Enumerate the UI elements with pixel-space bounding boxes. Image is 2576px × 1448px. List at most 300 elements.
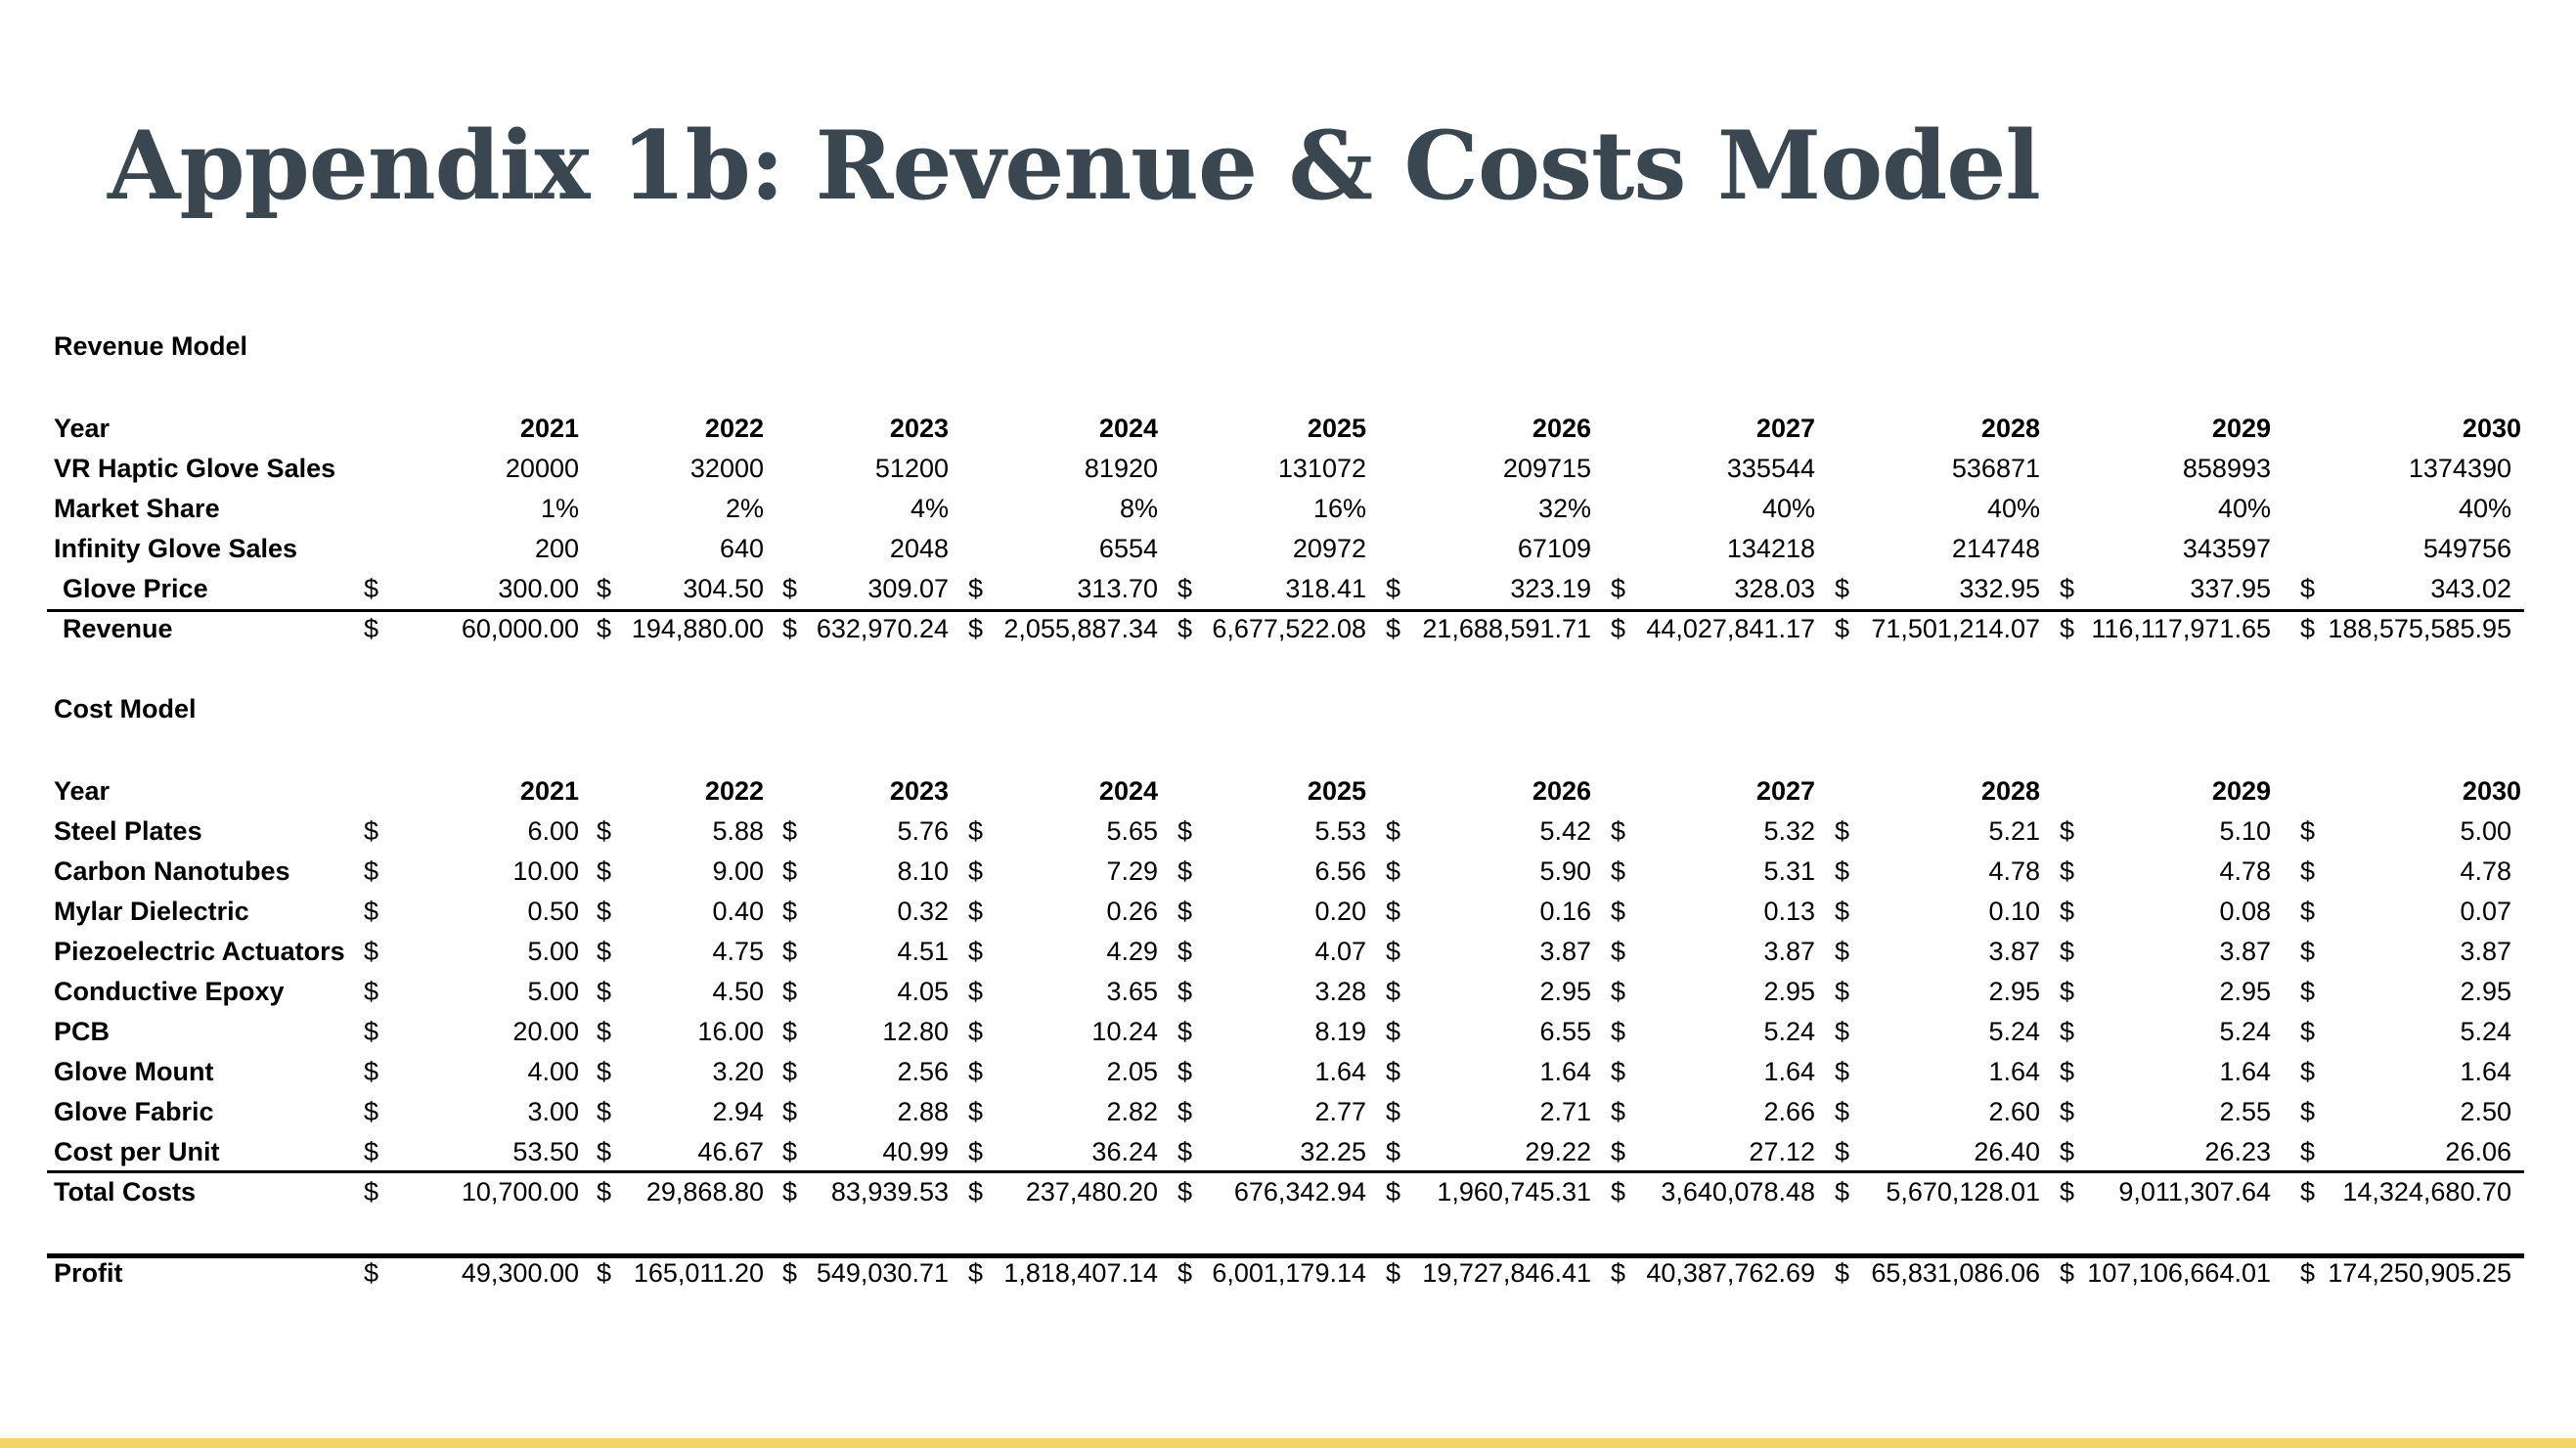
currency-symbol: $ <box>2060 1097 2075 1126</box>
row-label: Glove Mount <box>54 1057 214 1086</box>
currency-symbol: $ <box>597 856 612 886</box>
currency-symbol: $ <box>2300 1137 2316 1166</box>
value-cell: 5.24 <box>2460 1017 2511 1046</box>
value-cell: 32000 <box>689 454 764 483</box>
value-cell: 83,939.53 <box>830 1177 949 1207</box>
value-cell: 4.78 <box>2219 856 2271 886</box>
value-cell: 40% <box>1986 494 2040 523</box>
currency-symbol: $ <box>364 1097 379 1126</box>
currency-symbol: $ <box>1386 1137 1401 1166</box>
value-cell: 2.95 <box>1988 977 2040 1006</box>
value-cell: 2.95 <box>1539 977 1591 1006</box>
currency-symbol: $ <box>1177 897 1193 926</box>
value-cell: 4.07 <box>1314 937 1366 966</box>
value-cell: 3.87 <box>2460 937 2511 966</box>
currency-symbol: $ <box>782 1097 798 1126</box>
value-cell: 20.00 <box>512 1017 579 1046</box>
currency-symbol: $ <box>364 1177 379 1207</box>
value-cell: 5.24 <box>2219 1017 2271 1046</box>
value-cell: 6,001,179.14 <box>1212 1258 1366 1288</box>
value-cell: 53.50 <box>512 1137 579 1166</box>
currency-symbol: $ <box>2300 614 2316 643</box>
currency-symbol: $ <box>968 1017 984 1046</box>
value-cell: 5.31 <box>1763 856 1815 886</box>
value-cell: 200 <box>534 534 579 563</box>
currency-symbol: $ <box>1835 977 1850 1006</box>
currency-symbol: $ <box>1611 574 1626 603</box>
currency-symbol: $ <box>1611 1057 1626 1086</box>
row-label: Cost per Unit <box>54 1137 220 1166</box>
currency-symbol: $ <box>2060 574 2075 603</box>
currency-symbol: $ <box>364 614 379 643</box>
value-cell: 46.67 <box>697 1137 764 1166</box>
value-cell: 549,030.71 <box>816 1258 949 1288</box>
value-cell: 2.05 <box>1106 1057 1158 1086</box>
value-cell: 4% <box>910 494 949 523</box>
value-cell: 116,117,971.65 <box>2091 614 2271 643</box>
currency-symbol: $ <box>364 1057 379 1086</box>
currency-symbol: $ <box>364 937 379 966</box>
currency-symbol: $ <box>2300 937 2316 966</box>
value-cell: 5,670,128.01 <box>1886 1177 2040 1207</box>
value-cell: 3.65 <box>1106 977 1158 1006</box>
value-cell: 2.55 <box>2219 1097 2271 1126</box>
currency-symbol: $ <box>597 1137 612 1166</box>
row-label: Total Costs <box>54 1177 197 1207</box>
currency-symbol: $ <box>2300 1057 2316 1086</box>
value-cell: 26.40 <box>1974 1137 2040 1166</box>
value-cell: 3.87 <box>2219 937 2271 966</box>
currency-symbol: $ <box>1386 614 1401 643</box>
value-cell: 640 <box>719 534 764 563</box>
value-cell: 3.87 <box>1539 937 1591 966</box>
value-cell: 5.21 <box>1988 816 2040 846</box>
currency-symbol: $ <box>1611 897 1626 926</box>
year-cell: 2027 <box>1755 414 1815 443</box>
value-cell: 4.29 <box>1106 937 1158 966</box>
value-cell: 5.32 <box>1763 816 1815 846</box>
value-cell: 0.13 <box>1763 897 1815 926</box>
value-cell: 5.65 <box>1106 816 1158 846</box>
value-cell: 1% <box>540 494 579 523</box>
currency-symbol: $ <box>364 1017 379 1046</box>
value-cell: 60,000.00 <box>461 614 579 643</box>
currency-symbol: $ <box>2300 574 2316 603</box>
currency-symbol: $ <box>1177 856 1193 886</box>
value-cell: 1374390 <box>2408 454 2511 483</box>
value-cell: 9.00 <box>712 856 764 886</box>
value-cell: 134218 <box>1726 534 1815 563</box>
value-cell: 0.32 <box>897 897 949 926</box>
value-cell: 5.76 <box>897 816 949 846</box>
revenue-divider <box>47 609 2524 612</box>
value-cell: 536871 <box>1951 454 2040 483</box>
value-cell: 29.22 <box>1525 1137 1591 1166</box>
year-cell: 2029 <box>2211 776 2271 806</box>
currency-symbol: $ <box>1835 574 1850 603</box>
value-cell: 343.02 <box>2430 574 2511 603</box>
currency-symbol: $ <box>1386 1097 1401 1126</box>
currency-symbol: $ <box>2300 816 2316 846</box>
currency-symbol: $ <box>1835 1258 1850 1288</box>
revenue-section-title: Revenue Model <box>54 331 248 361</box>
value-cell: 27.12 <box>1749 1137 1815 1166</box>
currency-symbol: $ <box>1611 1177 1626 1207</box>
row-label: Glove Price <box>63 574 208 603</box>
currency-symbol: $ <box>2060 614 2075 643</box>
year-cell: 2021 <box>519 414 579 443</box>
value-cell: 332.95 <box>1959 574 2040 603</box>
currency-symbol: $ <box>2300 977 2316 1006</box>
currency-symbol: $ <box>1177 1177 1193 1207</box>
value-cell: 4.78 <box>1988 856 2040 886</box>
year-cell: 2030 <box>2462 414 2521 443</box>
value-cell: 2.95 <box>1763 977 1815 1006</box>
value-cell: 2.95 <box>2460 977 2511 1006</box>
currency-symbol: $ <box>364 1137 379 1166</box>
currency-symbol: $ <box>1835 897 1850 926</box>
currency-symbol: $ <box>2060 937 2075 966</box>
currency-symbol: $ <box>2300 897 2316 926</box>
row-label: Piezoelectric Actuators <box>54 937 345 966</box>
value-cell: 4.51 <box>897 937 949 966</box>
currency-symbol: $ <box>1177 1057 1193 1086</box>
value-cell: 67109 <box>1517 534 1591 563</box>
currency-symbol: $ <box>2060 1258 2075 1288</box>
currency-symbol: $ <box>1177 1017 1193 1046</box>
value-cell: 676,342.94 <box>1233 1177 1366 1207</box>
value-cell: 304.50 <box>683 574 764 603</box>
value-cell: 1.64 <box>1539 1057 1591 1086</box>
currency-symbol: $ <box>364 977 379 1006</box>
row-label: Carbon Nanotubes <box>54 856 290 886</box>
currency-symbol: $ <box>1835 816 1850 846</box>
currency-symbol: $ <box>968 614 984 643</box>
value-cell: 8% <box>1119 494 1158 523</box>
value-cell: 40% <box>2217 494 2271 523</box>
value-cell: 32.25 <box>1300 1137 1366 1166</box>
value-cell: 632,970.24 <box>816 614 949 643</box>
value-cell: 1.64 <box>1314 1057 1366 1086</box>
value-cell: 5.24 <box>1988 1017 2040 1046</box>
currency-symbol: $ <box>1835 1017 1850 1046</box>
currency-symbol: $ <box>1835 937 1850 966</box>
year-cell: 2029 <box>2211 414 2271 443</box>
value-cell: 40.99 <box>882 1137 949 1166</box>
currency-symbol: $ <box>1177 1137 1193 1166</box>
value-cell: 337.95 <box>2190 574 2271 603</box>
currency-symbol: $ <box>1835 1057 1850 1086</box>
value-cell: 194,880.00 <box>631 614 764 643</box>
value-cell: 188,575,585.95 <box>2328 614 2511 643</box>
currency-symbol: $ <box>1177 614 1193 643</box>
value-cell: 5.00 <box>527 937 579 966</box>
value-cell: 6.56 <box>1314 856 1366 886</box>
currency-symbol: $ <box>2300 1017 2316 1046</box>
currency-symbol: $ <box>597 1057 612 1086</box>
currency-symbol: $ <box>1835 1097 1850 1126</box>
value-cell: 0.40 <box>712 897 764 926</box>
currency-symbol: $ <box>1611 937 1626 966</box>
value-cell: 6.00 <box>527 816 579 846</box>
currency-symbol: $ <box>1386 977 1401 1006</box>
year-cell: 2025 <box>1307 776 1366 806</box>
currency-symbol: $ <box>597 1017 612 1046</box>
year-cell: 2025 <box>1307 414 1366 443</box>
currency-symbol: $ <box>2060 1057 2075 1086</box>
value-cell: 32% <box>1537 494 1591 523</box>
currency-symbol: $ <box>782 1137 798 1166</box>
value-cell: 237,480.20 <box>1025 1177 1158 1207</box>
currency-symbol: $ <box>2060 897 2075 926</box>
value-cell: 3.20 <box>712 1057 764 1086</box>
value-cell: 1.64 <box>1763 1057 1815 1086</box>
value-cell: 36.24 <box>1091 1137 1158 1166</box>
currency-symbol: $ <box>782 937 798 966</box>
value-cell: 0.50 <box>527 897 579 926</box>
currency-symbol: $ <box>1835 1177 1850 1207</box>
value-cell: 335544 <box>1726 454 1815 483</box>
currency-symbol: $ <box>1835 1137 1850 1166</box>
value-cell: 318.41 <box>1285 574 1366 603</box>
value-cell: 26.06 <box>2445 1137 2511 1166</box>
value-cell: 3,640,078.48 <box>1661 1177 1815 1207</box>
value-cell: 328.03 <box>1734 574 1815 603</box>
value-cell: 14,324,680.70 <box>2342 1177 2511 1207</box>
year-cell: 2022 <box>704 776 764 806</box>
value-cell: 107,106,664.01 <box>2087 1258 2271 1288</box>
currency-symbol: $ <box>1386 897 1401 926</box>
currency-symbol: $ <box>2060 856 2075 886</box>
row-label: PCB <box>54 1017 111 1046</box>
year-cell: 2027 <box>1755 776 1815 806</box>
currency-symbol: $ <box>1386 937 1401 966</box>
currency-symbol: $ <box>2300 1258 2316 1288</box>
year-cell: 2030 <box>2462 776 2521 806</box>
value-cell: 4.50 <box>712 977 764 1006</box>
currency-symbol: $ <box>968 937 984 966</box>
value-cell: 16% <box>1312 494 1366 523</box>
value-cell: 21,688,591.71 <box>1422 614 1591 643</box>
currency-symbol: $ <box>597 977 612 1006</box>
value-cell: 300.00 <box>498 574 579 603</box>
value-cell: 9,011,307.64 <box>2118 1177 2271 1207</box>
currency-symbol: $ <box>1386 816 1401 846</box>
value-cell: 0.16 <box>1539 897 1591 926</box>
row-label: Infinity Glove Sales <box>54 534 298 563</box>
currency-symbol: $ <box>597 1097 612 1126</box>
value-cell: 19,727,846.41 <box>1422 1258 1591 1288</box>
value-cell: 343597 <box>2182 534 2271 563</box>
value-cell: 6554 <box>1098 534 1158 563</box>
value-cell: 2.77 <box>1314 1097 1366 1126</box>
value-cell: 1.64 <box>2219 1057 2271 1086</box>
value-cell: 323.19 <box>1510 574 1591 603</box>
value-cell: 8.10 <box>897 856 949 886</box>
currency-symbol: $ <box>597 614 612 643</box>
currency-symbol: $ <box>1611 1017 1626 1046</box>
value-cell: 4.00 <box>527 1057 579 1086</box>
page-title: Appendix 1b: Revenue & Costs Model <box>108 110 2040 221</box>
row-label: Year <box>54 776 111 806</box>
currency-symbol: $ <box>1611 1097 1626 1126</box>
value-cell: 20000 <box>505 454 579 483</box>
value-cell: 0.07 <box>2460 897 2511 926</box>
currency-symbol: $ <box>968 897 984 926</box>
value-cell: 6,677,522.08 <box>1212 614 1366 643</box>
row-label: Market Share <box>54 494 220 523</box>
currency-symbol: $ <box>597 1258 612 1288</box>
value-cell: 40,387,762.69 <box>1646 1258 1815 1288</box>
value-cell: 858993 <box>2182 454 2271 483</box>
value-cell: 4.78 <box>2460 856 2511 886</box>
value-cell: 1.64 <box>2460 1057 2511 1086</box>
value-cell: 5.00 <box>527 977 579 1006</box>
currency-symbol: $ <box>1386 1258 1401 1288</box>
value-cell: 40% <box>2458 494 2511 523</box>
value-cell: 5.53 <box>1314 816 1366 846</box>
value-cell: 4.75 <box>712 937 764 966</box>
currency-symbol: $ <box>782 897 798 926</box>
currency-symbol: $ <box>782 1258 798 1288</box>
year-cell: 2026 <box>1532 414 1591 443</box>
value-cell: 174,250,905.25 <box>2328 1258 2511 1288</box>
currency-symbol: $ <box>1386 574 1401 603</box>
year-cell: 2023 <box>889 776 949 806</box>
year-cell: 2028 <box>1980 776 2040 806</box>
currency-symbol: $ <box>364 856 379 886</box>
value-cell: 8.19 <box>1314 1017 1366 1046</box>
currency-symbol: $ <box>968 977 984 1006</box>
value-cell: 5.90 <box>1539 856 1591 886</box>
currency-symbol: $ <box>597 937 612 966</box>
row-label: VR Haptic Glove Sales <box>54 454 336 483</box>
value-cell: 6.55 <box>1539 1017 1591 1046</box>
row-label: Revenue <box>63 614 173 643</box>
currency-symbol: $ <box>968 1258 984 1288</box>
currency-symbol: $ <box>968 1097 984 1126</box>
currency-symbol: $ <box>2300 856 2316 886</box>
currency-symbol: $ <box>2060 1177 2075 1207</box>
value-cell: 5.24 <box>1763 1017 1815 1046</box>
value-cell: 2.82 <box>1106 1097 1158 1126</box>
value-cell: 4.05 <box>897 977 949 1006</box>
value-cell: 2.60 <box>1988 1097 2040 1126</box>
currency-symbol: $ <box>968 856 984 886</box>
value-cell: 313.70 <box>1077 574 1158 603</box>
currency-symbol: $ <box>782 816 798 846</box>
value-cell: 2% <box>725 494 764 523</box>
currency-symbol: $ <box>1386 1177 1401 1207</box>
value-cell: 40% <box>1761 494 1815 523</box>
currency-symbol: $ <box>597 574 612 603</box>
value-cell: 51200 <box>874 454 949 483</box>
value-cell: 0.20 <box>1314 897 1366 926</box>
currency-symbol: $ <box>364 574 379 603</box>
value-cell: 3.87 <box>1763 937 1815 966</box>
currency-symbol: $ <box>782 614 798 643</box>
currency-symbol: $ <box>2060 1137 2075 1166</box>
value-cell: 2.94 <box>712 1097 764 1126</box>
value-cell: 3.87 <box>1988 937 2040 966</box>
currency-symbol: $ <box>2060 977 2075 1006</box>
value-cell: 49,300.00 <box>461 1258 579 1288</box>
currency-symbol: $ <box>1386 856 1401 886</box>
currency-symbol: $ <box>782 1177 798 1207</box>
currency-symbol: $ <box>1611 1258 1626 1288</box>
currency-symbol: $ <box>364 1258 379 1288</box>
currency-symbol: $ <box>1386 1057 1401 1086</box>
currency-symbol: $ <box>1611 977 1626 1006</box>
value-cell: 165,011.20 <box>633 1258 764 1288</box>
currency-symbol: $ <box>782 1057 798 1086</box>
currency-symbol: $ <box>1177 1258 1193 1288</box>
year-cell: 2022 <box>704 414 764 443</box>
currency-symbol: $ <box>1611 816 1626 846</box>
value-cell: 0.10 <box>1988 897 2040 926</box>
currency-symbol: $ <box>782 1017 798 1046</box>
year-cell: 2023 <box>889 414 949 443</box>
currency-symbol: $ <box>1386 1017 1401 1046</box>
currency-symbol: $ <box>968 1177 984 1207</box>
value-cell: 214748 <box>1951 534 2040 563</box>
value-cell: 10.24 <box>1091 1017 1158 1046</box>
value-cell: 20972 <box>1292 534 1366 563</box>
currency-symbol: $ <box>968 1057 984 1086</box>
currency-symbol: $ <box>597 897 612 926</box>
value-cell: 2.71 <box>1539 1097 1591 1126</box>
value-cell: 3.00 <box>527 1097 579 1126</box>
value-cell: 2.50 <box>2460 1097 2511 1126</box>
year-cell: 2024 <box>1098 776 1158 806</box>
currency-symbol: $ <box>364 816 379 846</box>
value-cell: 2.95 <box>2219 977 2271 1006</box>
row-label: Profit <box>54 1258 123 1288</box>
currency-symbol: $ <box>2300 1177 2316 1207</box>
currency-symbol: $ <box>1177 816 1193 846</box>
cost-divider <box>47 1170 2524 1173</box>
currency-symbol: $ <box>1177 937 1193 966</box>
currency-symbol: $ <box>2300 1097 2316 1126</box>
value-cell: 10.00 <box>512 856 579 886</box>
value-cell: 0.08 <box>2219 897 2271 926</box>
value-cell: 44,027,841.17 <box>1646 614 1815 643</box>
currency-symbol: $ <box>1611 1137 1626 1166</box>
currency-symbol: $ <box>1611 856 1626 886</box>
year-cell: 2028 <box>1980 414 2040 443</box>
row-label: Mylar Dielectric <box>54 897 249 926</box>
value-cell: 3.28 <box>1314 977 1366 1006</box>
value-cell: 5.00 <box>2460 816 2511 846</box>
value-cell: 65,831,086.06 <box>1871 1258 2040 1288</box>
value-cell: 2.66 <box>1763 1097 1815 1126</box>
currency-symbol: $ <box>1177 977 1193 1006</box>
value-cell: 2,055,887.34 <box>1003 614 1158 643</box>
row-label: Conductive Epoxy <box>54 977 285 1006</box>
value-cell: 131072 <box>1277 454 1366 483</box>
year-cell: 2024 <box>1098 414 1158 443</box>
year-cell: 2026 <box>1532 776 1591 806</box>
value-cell: 7.29 <box>1106 856 1158 886</box>
value-cell: 81920 <box>1084 454 1158 483</box>
currency-symbol: $ <box>597 816 612 846</box>
value-cell: 2.88 <box>897 1097 949 1126</box>
currency-symbol: $ <box>1177 574 1193 603</box>
year-cell: 2021 <box>519 776 579 806</box>
row-label: Glove Fabric <box>54 1097 214 1126</box>
value-cell: 209715 <box>1502 454 1591 483</box>
value-cell: 5.88 <box>712 816 764 846</box>
